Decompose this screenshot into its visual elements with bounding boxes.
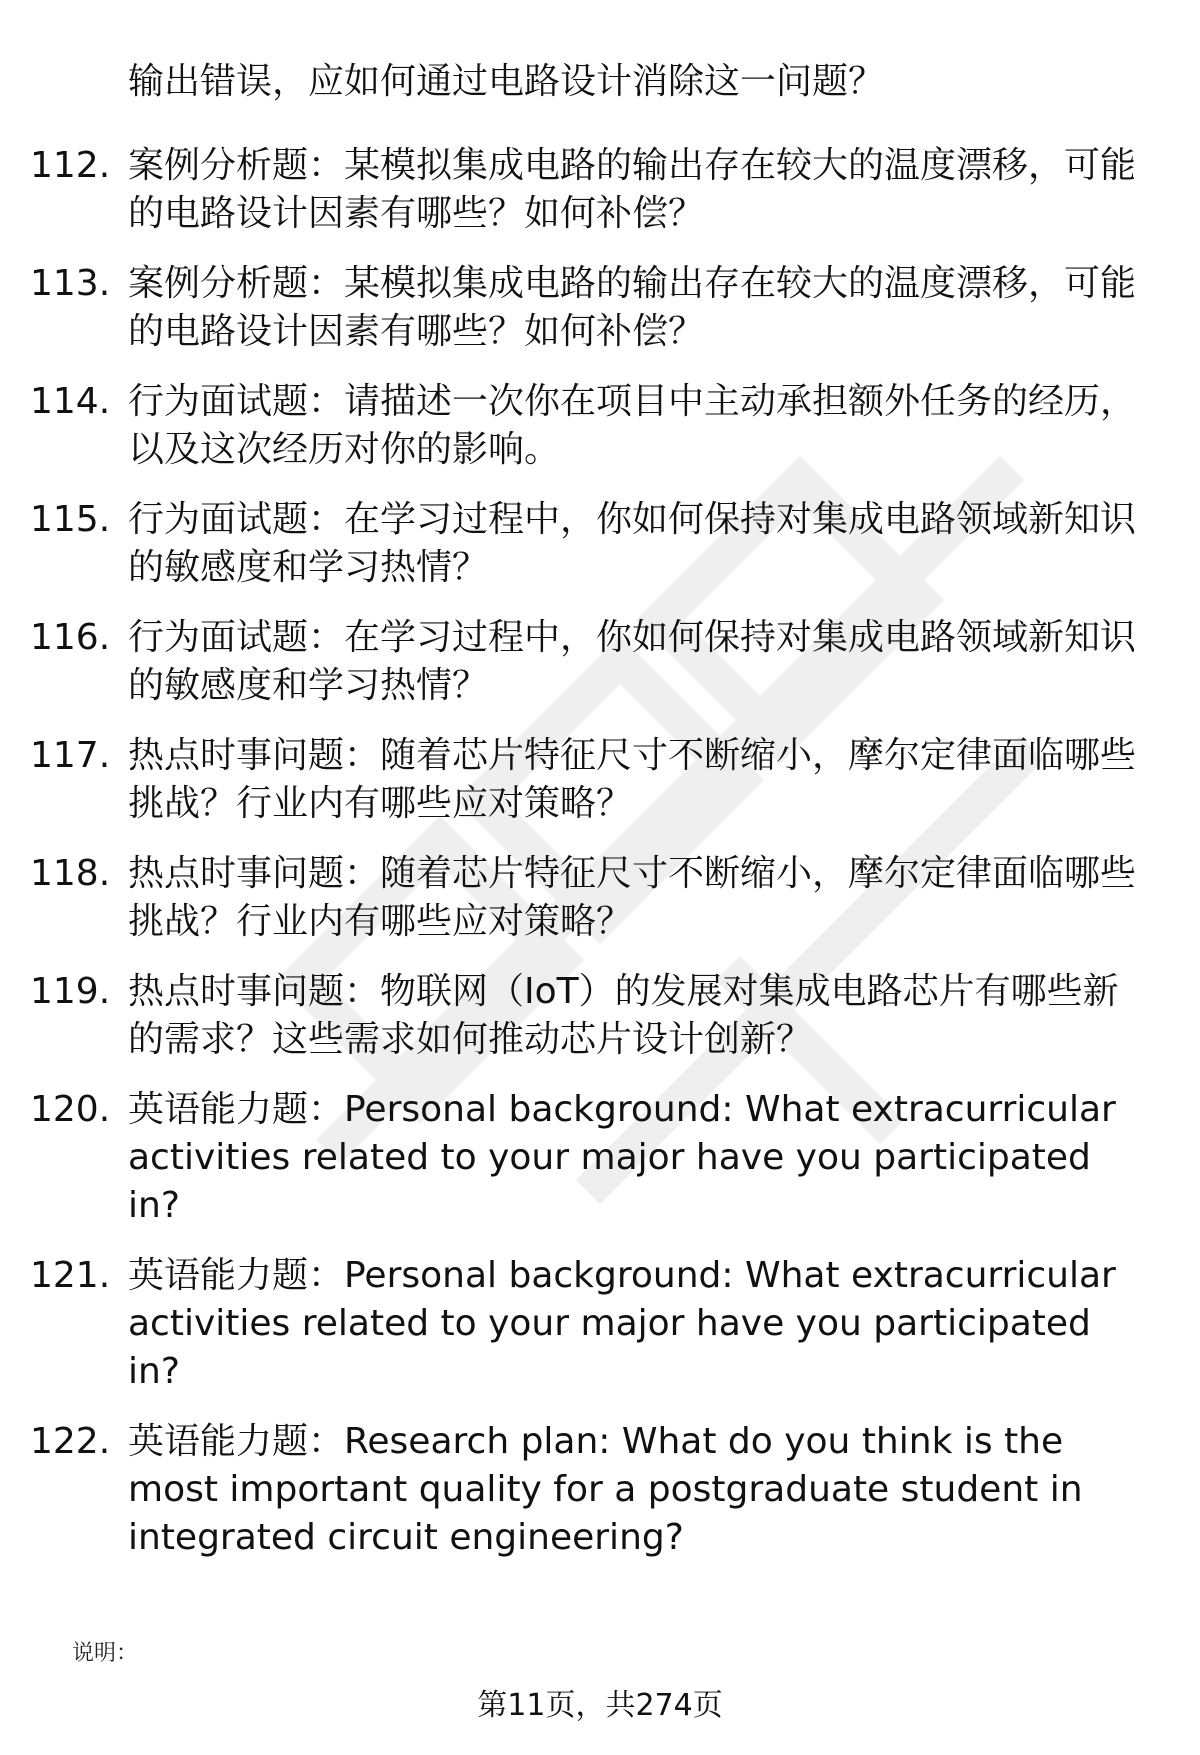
question-number: 113. [30,263,111,304]
question-item [30,1252,1170,1396]
question-text: 案例分析题：某模拟集成电路的输出存在较大的温度漂移，可能的电路设计因素有哪些？如何补偿？ [128,145,1137,234]
note-label: 说明： [72,1641,139,1666]
question-list [30,142,1170,1562]
question-item [30,142,1170,238]
question-text: 英语能力题：Personal background: What extracurricular activities related to your major have you participated in? [128,1089,1116,1226]
question-text: 行为面试题：请描述一次你在项目中主动承担额外任务的经历，以及这次经历对你的影响。 [128,381,1137,470]
question-text: 行为面试题：在学习过程中，你如何保持对集成电路领域新知识的敏感度和学习热情？ [128,499,1137,588]
question-text: 热点时事问题：物联网（IoT）的发展对集成电路芯片有哪些新的需求？这些需求如何推动芯片设计创新？ [128,971,1119,1060]
question-text: 英语能力题：Personal background: What extracurricular activities related to your major have you participated in? [128,1255,1116,1392]
question-number: 115. [30,499,111,540]
question-text: 英语能力题：Research plan: What do you think is the most important quality for a postgraduate student in integrated circuit engineering? [128,1421,1083,1558]
question-item [30,1086,1170,1230]
page-number-footer: 第11页，共274页 [477,1688,723,1723]
question-item [30,378,1170,474]
question-text: 热点时事问题：随着芯片特征尺寸不断缩小，摩尔定律面临哪些挑战？行业内有哪些应对策略？ [128,853,1137,942]
question-number: 121. [30,1255,111,1296]
question-number: 119. [30,971,111,1012]
question-number: 120. [30,1089,111,1130]
question-item [30,614,1170,710]
question-text: 热点时事问题：随着芯片特征尺寸不断缩小，摩尔定律面临哪些挑战？行业内有哪些应对策略？ [128,735,1137,824]
question-item [30,496,1170,592]
question-number: 114. [30,381,111,422]
question-item [30,1418,1170,1562]
continuation-text: 输出错误，应如何通过电路设计消除这一问题？ [128,61,885,102]
question-number: 118. [30,853,111,894]
question-number: 116. [30,617,111,658]
question-item [30,850,1170,946]
question-item [30,968,1170,1064]
question-text: 行为面试题：在学习过程中，你如何保持对集成电路领域新知识的敏感度和学习热情？ [128,617,1137,706]
question-item [30,260,1170,356]
question-text: 案例分析题：某模拟集成电路的输出存在较大的温度漂移，可能的电路设计因素有哪些？如何补偿？ [128,263,1137,352]
question-item [30,732,1170,828]
question-number: 112. [30,145,111,186]
question-number: 122. [30,1421,111,1462]
question-number: 117. [30,735,111,776]
